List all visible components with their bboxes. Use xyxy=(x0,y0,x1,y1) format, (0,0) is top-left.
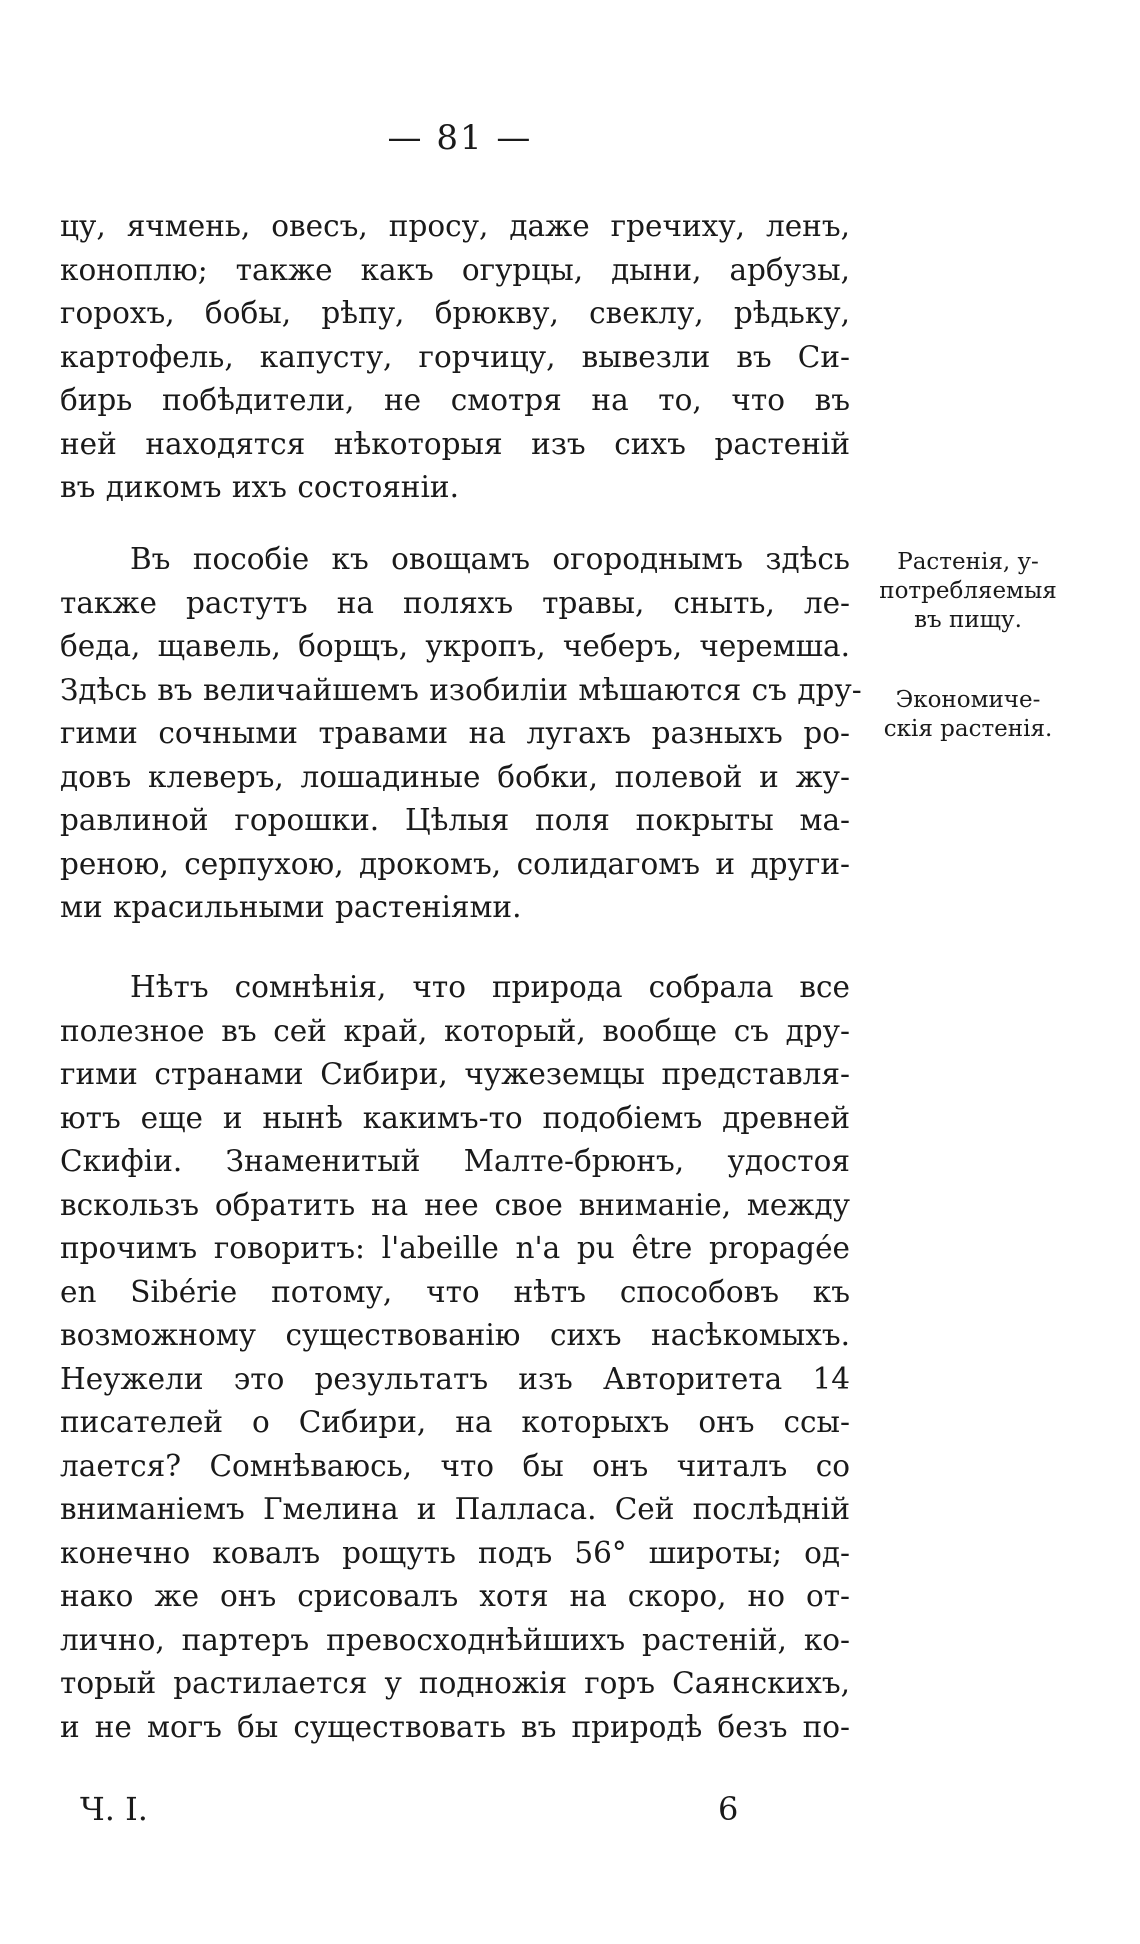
text-line: равлиной горошки. Цѣлыя поля покрыты ма- xyxy=(60,803,850,837)
text-line: также растутъ на поляхъ травы, сныть, ле- xyxy=(60,585,850,620)
margin-note-line: Растенія, у- xyxy=(897,549,1039,575)
footer-sheet-number: 6 xyxy=(718,1790,739,1828)
paragraph-3 xyxy=(60,966,850,1749)
text-line: лается? Сомнѣваюсь, что бы онъ читалъ со xyxy=(60,1448,850,1483)
text-line: горохъ, бобы, рѣпу, брюкву, свеклу, рѣдьку, xyxy=(60,296,850,330)
text-line: въ дикомъ ихъ состояніи. xyxy=(60,470,459,504)
text-line: прочимъ говоритъ: l'abeille n'a pu être propagée xyxy=(60,1231,850,1265)
paragraph-2 xyxy=(60,538,862,930)
margin-note-line: скія растенія. xyxy=(883,716,1053,742)
text-line: конечно ковалъ рощуть подъ 56° широты; од- xyxy=(60,1535,850,1570)
text-line: Нѣтъ сомнѣнія, что природа собрала все xyxy=(130,970,850,1004)
text-line: Неужели это результатъ изъ Авторитета 14 xyxy=(60,1361,850,1396)
text-line: цу, ячмень, овесъ, просу, даже гречиху, ленъ, xyxy=(60,209,850,243)
text-line: Въ пособіе къ овощамъ огороднымъ здѣсь xyxy=(130,542,850,576)
text-line: коноплю; также какъ огурцы, дыни, арбузы, xyxy=(60,252,850,287)
text-line: возможному существованію сихъ насѣкомыхъ. xyxy=(60,1318,850,1352)
text-line: вниманіемъ Гмелина и Палласа. Сей послѣдній xyxy=(60,1492,850,1526)
margin-note-edible-plants xyxy=(868,548,1068,635)
paragraph-1 xyxy=(60,205,850,510)
page-number: — 81 — xyxy=(387,118,533,158)
text-line: ютъ еще и нынѣ какимъ-то подобіемъ древней xyxy=(60,1100,850,1135)
text-line: Здѣсь въ величайшемъ изобиліи мѣшаются съ дру- xyxy=(60,672,862,707)
text-line: ней находятся нѣкоторыя изъ сихъ растеній xyxy=(60,426,850,461)
text-line: довъ клеверъ, лошадиные бобки, полевой и жу- xyxy=(60,759,850,794)
text-line: бирь побѣдители, не смотря на то, что въ xyxy=(60,383,850,417)
margin-note-line: въ пищу. xyxy=(914,607,1022,633)
margin-note-line: Экономиче- xyxy=(895,687,1041,713)
text-line: en Sibérie потому, что нѣтъ способовъ къ xyxy=(60,1274,850,1309)
text-line: ми красильными растеніями. xyxy=(60,890,522,924)
text-line: торый растилается у подножія горъ Саянскихъ, xyxy=(60,1666,850,1700)
text-line: писателей о Сибири, на которыхъ онъ ссы- xyxy=(60,1405,850,1439)
text-line: гими сочными травами на лугахъ разныхъ ро- xyxy=(60,716,850,750)
text-line: полезное въ сей край, который, вообще съ дру- xyxy=(60,1013,850,1048)
footer-signature: Ч. I. xyxy=(80,1790,148,1828)
text-line: лично, партеръ превосходнѣйшихъ растеній, ко- xyxy=(60,1622,850,1657)
margin-note-line: потребляемыя xyxy=(879,578,1057,604)
text-line: реною, серпухою, дрокомъ, солидагомъ и други- xyxy=(60,846,850,881)
text-line: нако же онъ срисовалъ хотя на скоро, но от- xyxy=(60,1579,850,1613)
text-line: картофель, капусту, горчицу, вывезли въ Си- xyxy=(60,339,850,374)
text-line: вскользъ обратить на нее свое вниманіе, между xyxy=(60,1187,850,1222)
text-line: Скифіи. Знаменитый Малте-брюнъ, удостоя xyxy=(60,1144,850,1178)
text-line: и не могъ бы существовать въ природѣ безъ по- xyxy=(60,1709,850,1744)
text-line: беда, щавель, борщъ, укропъ, чеберъ, черемша. xyxy=(60,629,850,663)
margin-note-economic-plants xyxy=(868,686,1068,744)
text-line: гими странами Сибири, чужеземцы представля- xyxy=(60,1057,850,1091)
